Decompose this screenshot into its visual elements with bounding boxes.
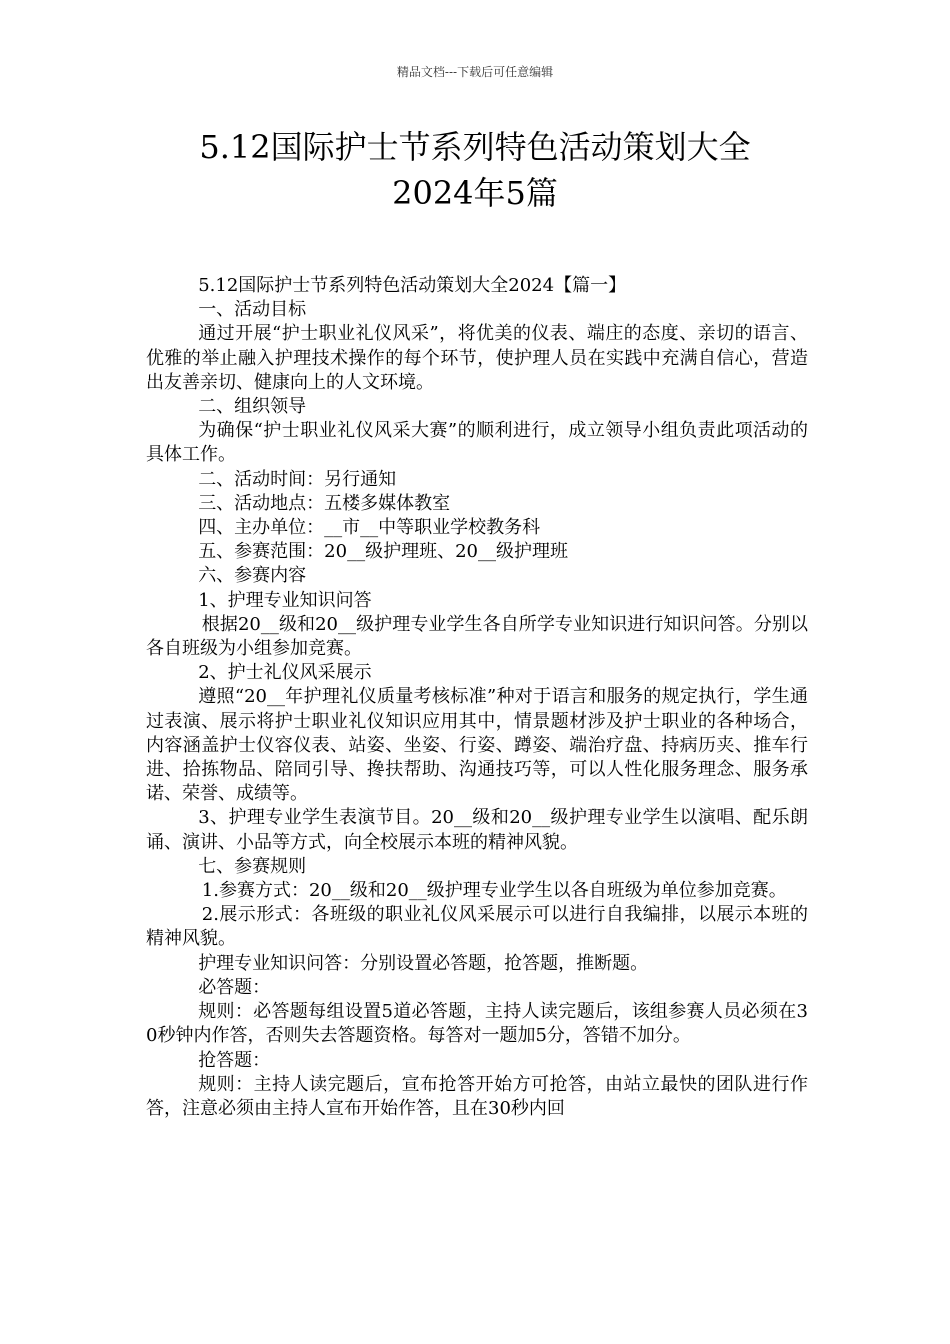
document-title-line-1: 5.12国际护士节系列特色活动策划大全 — [199, 128, 751, 166]
paragraph: 遵照“20__年护理礼仪质量考核标准”种对于语言和服务的规定执行，学生通过表演、展示将护士职业礼仪知识应用其中，情景题材涉及护士职业的各种场合，内容涵盖护士仪容仪表、站姿、坐姿、行姿、蹲姿、端治疗盘、持病历夹、推车行进、拾拣物品、陪同引导、搀扶帮助、沟通技巧等，可以人性化服务理念、服务承诺、荣誉、成绩等。 — [146, 686, 808, 805]
subheading-knowledge-quiz: 1、护理专业知识问答 — [198, 589, 372, 611]
document-title-line-2: 2024年5篇 — [392, 174, 558, 212]
paragraph: 护理专业知识问答：分别设置必答题，抢答题，推断题。 — [198, 952, 649, 974]
section-heading: 5.12国际护士节系列特色活动策划大全2024【篇一】 — [198, 275, 627, 296]
subheading-buzzer-questions: 抢答题： — [198, 1049, 271, 1071]
info-line-time: 二、活动时间：另行通知 — [198, 468, 397, 490]
info-line-location: 三、活动地点：五楼多媒体教室 — [198, 492, 451, 514]
subheading-etiquette-show: 2、护士礼仪风采展示 — [198, 662, 372, 684]
subheading-required-questions: 必答题： — [198, 976, 271, 998]
heading-activity-goal: 一、活动目标 — [198, 299, 307, 321]
paragraph: 2.展示形式：各班级的职业礼仪风采展示可以进行自我编排，以展示本班的精神风貌。 — [146, 904, 808, 950]
document-body — [146, 274, 808, 1121]
paragraph: 规则：必答题每组设置5道必答题，主持人读完题后，该组参赛人员必须在30秒钟内作答，否则失去答题资格。每答对一题加5分，答错不加分。 — [146, 1001, 808, 1047]
page-header-note: 精品文档---下载后可任意编辑 — [396, 65, 554, 79]
paragraph: 3、护理专业学生表演节目。20__级和20__级护理专业学生以演唱、配乐朗诵、演讲、小品等方式，向全校展示本班的精神风貌。 — [146, 807, 808, 853]
paragraph: 1.参赛方式：20__级和20__级护理专业学生以各自班级为单位参加竞赛。 — [201, 880, 787, 902]
paragraph: 规则：主持人读完题后，宣布抢答开始方可抢答，由站立最快的团队进行作答，注意必须由主持人宣布开始作答，且在30秒内回 — [146, 1073, 808, 1119]
info-line-scope: 五、参赛范围：20__级护理班、20__级护理班 — [198, 541, 568, 563]
document-title — [60, 124, 890, 216]
paragraph: 根据20__级和20__级护理专业学生各自所学专业知识进行知识问答。分别以各自班级为小组参加竞赛。 — [146, 613, 808, 660]
info-line-organizer: 四、主办单位：__市__中等职业学校教务科 — [198, 517, 541, 539]
heading-content: 六、参赛内容 — [198, 565, 307, 587]
paragraph: 通过开展“护士职业礼仪风采”，将优美的仪表、端庄的态度、亲切的语言、优雅的举止融入护理技术操作的每个环节，使护理人员在实践中充满自信心，营造出友善亲切、健康向上的人文环境。 — [146, 323, 808, 393]
heading-organization: 二、组织领导 — [198, 396, 307, 418]
heading-rules: 七、参赛规则 — [198, 855, 307, 877]
paragraph: 为确保“护士职业礼仪风采大赛”的顺利进行，成立领导小组负责此项活动的具体工作。 — [146, 420, 808, 466]
